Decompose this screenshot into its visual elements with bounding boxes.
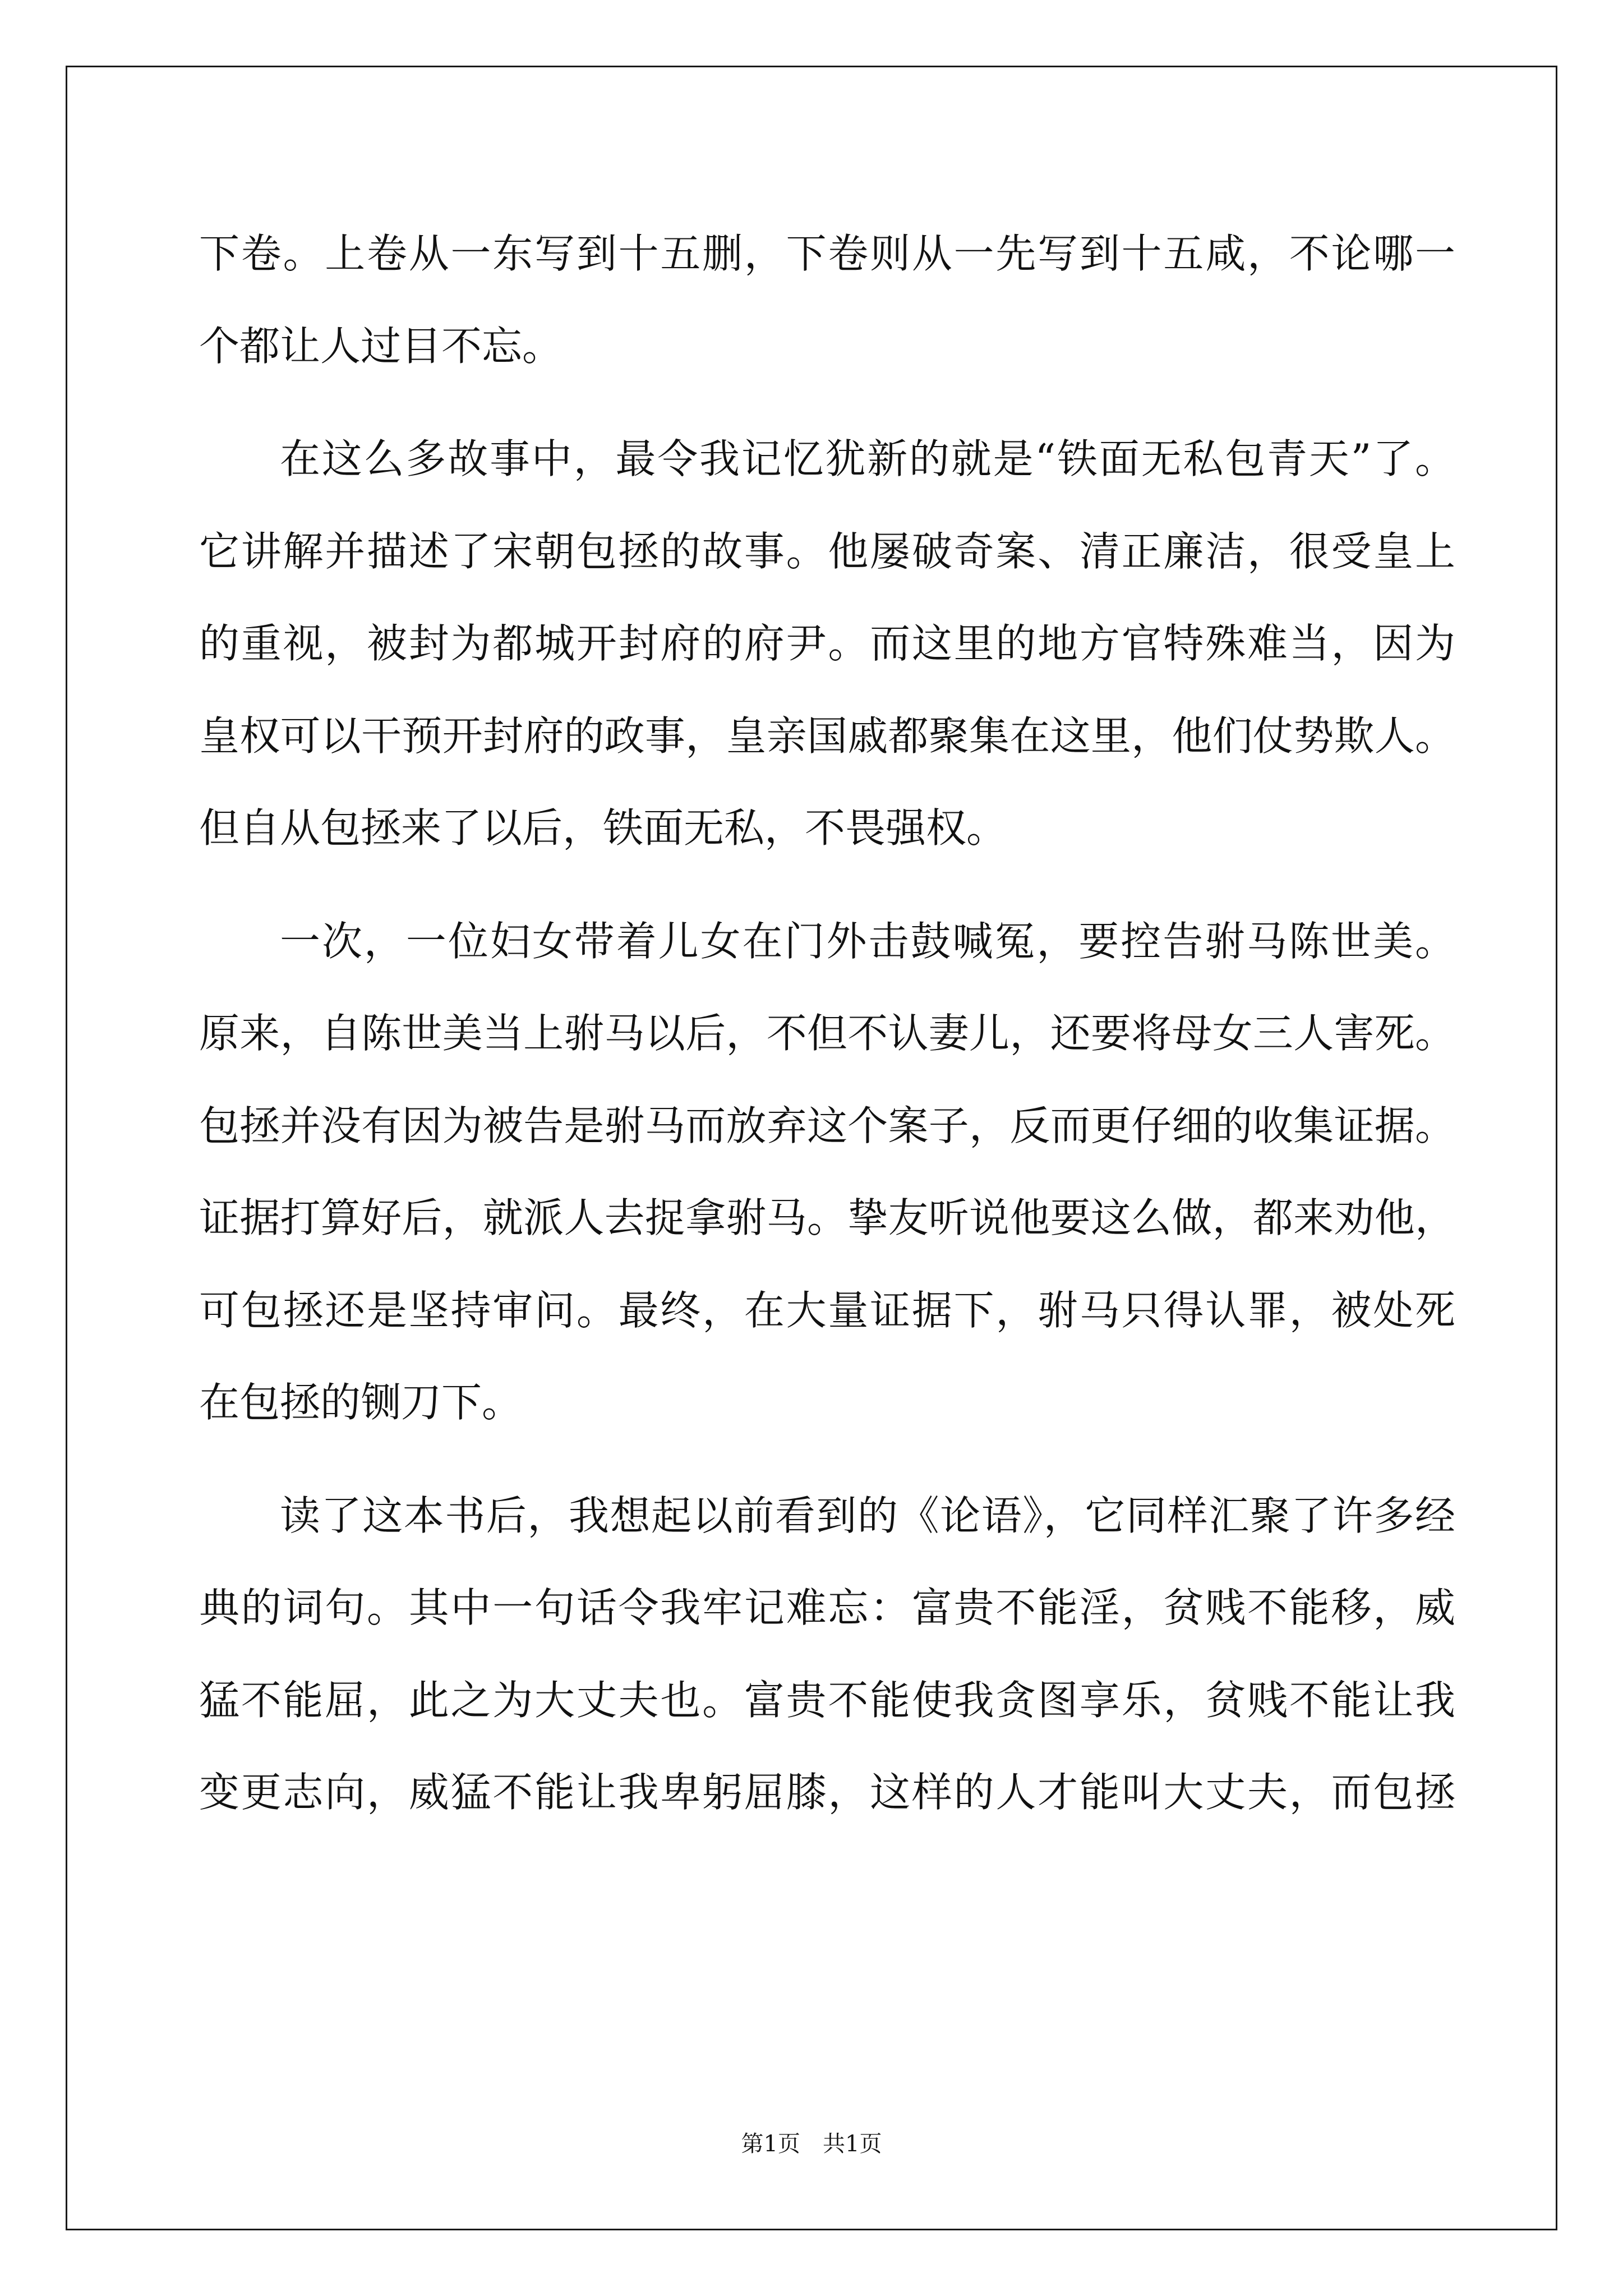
page-footer: 第1页 共1页 (741, 2131, 882, 2157)
text-line: 它讲解并描述了宋朝包拯的故事。他屡破奇案、清正廉洁，很受皇上 (199, 527, 1455, 575)
paragraph-gap (199, 392, 1455, 413)
paragraph-gap (199, 1449, 1455, 1470)
text-line: 猛不能屈，此之为大丈夫也。富贵不能使我贪图享乐，贫贱不能让我 (199, 1676, 1455, 1724)
text-line: 变更志向，威猛不能让我卑躬屈膝，这样的人才能叫大丈夫，而包拯 (199, 1769, 1455, 1816)
text-line: 个都让人过目不忘。 (199, 322, 563, 370)
text-line: 在包拯的铡刀下。 (199, 1379, 523, 1426)
text-line: 包拯并没有因为被告是驸马而放弃这个案子，反而更仔细的收集证据。 (199, 1102, 1455, 1149)
text-line: 下卷。上卷从一东写到十五删，下卷则从一先写到十五咸，不论哪一 (199, 230, 1455, 277)
document-body (199, 208, 1455, 1839)
text-line: 典的词句。其中一句话令我牢记难忘：富贵不能淫，贫贱不能移，威 (199, 1584, 1455, 1631)
paragraph-gap (199, 875, 1455, 895)
text-line: 一次，一位妇女带着儿女在门外击鼓喊冤，要控告驸马陈世美。 (280, 917, 1455, 965)
text-line: 的重视，被封为都城开封府的府尹。而这里的地方官特殊难当，因为 (199, 620, 1455, 667)
text-line: 原来，自陈世美当上驸马以后，不但不认妻儿，还要将母女三人害死。 (199, 1010, 1455, 1057)
text-line: 读了这本书后，我想起以前看到的《论语》，它同样汇聚了许多经 (280, 1492, 1455, 1539)
text-line: 但自从包拯来了以后，铁面无私，不畏强权。 (199, 804, 1007, 852)
text-line: 可包拯还是坚持审问。最终，在大量证据下，驸马只得认罪，被处死 (199, 1286, 1455, 1334)
text-line: 皇权可以干预开封府的政事，皇亲国戚都聚集在这里，他们仗势欺人。 (199, 712, 1455, 760)
text-line: 在这么多故事中，最令我记忆犹新的就是“铁面无私包青天”了。 (280, 435, 1455, 482)
text-line: 证据打算好后，就派人去捉拿驸马。挚友听说他要这么做，都来劝他， (199, 1194, 1455, 1241)
